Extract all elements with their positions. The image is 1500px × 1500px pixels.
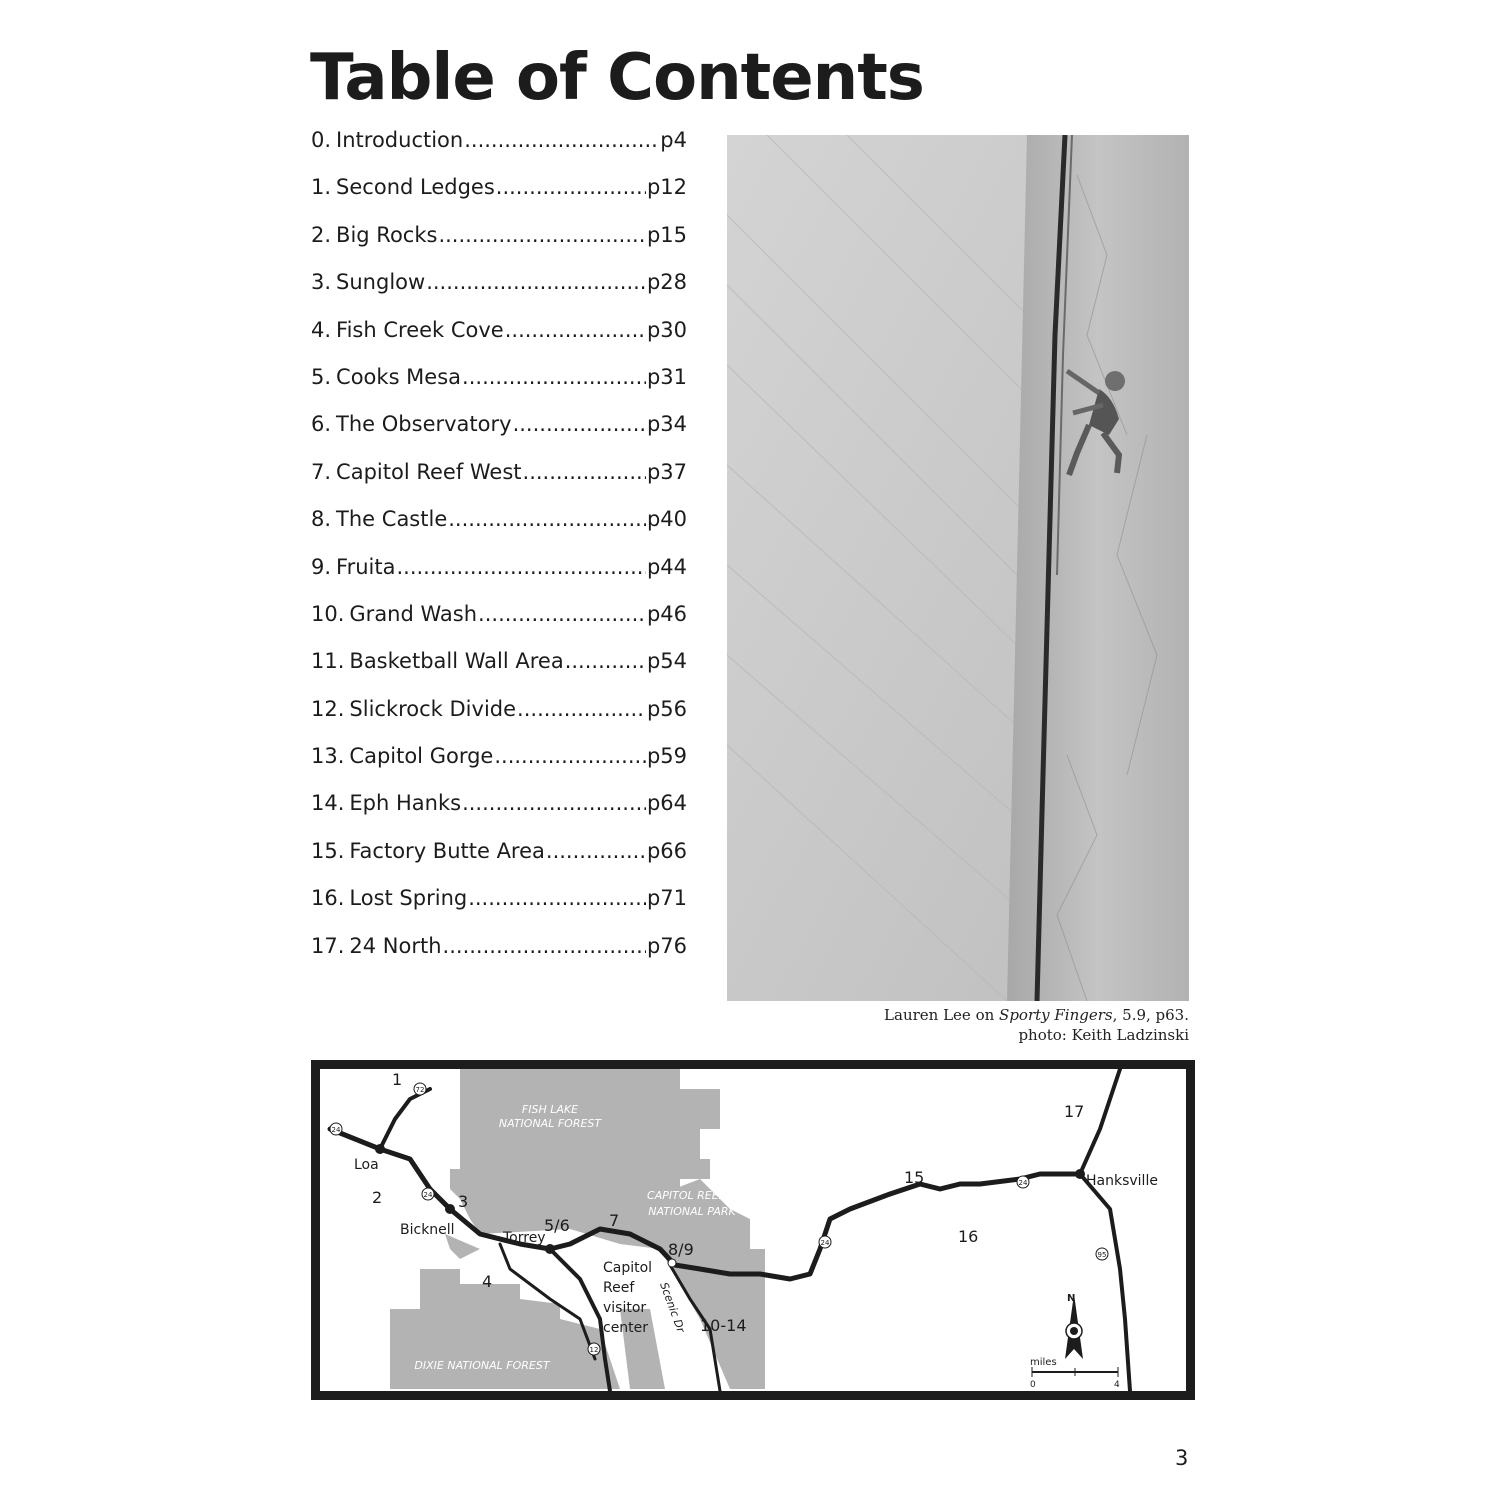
torrey-label: Torrey — [503, 1230, 546, 1246]
toc-entry-label: Slickrock Divide — [349, 696, 517, 721]
north-label: N — [1067, 1293, 1076, 1304]
hanksville-dot — [1075, 1169, 1085, 1179]
visitor-center-label-1: Capitol — [603, 1260, 653, 1276]
toc-entry-page: p40 — [646, 507, 687, 532]
shield-95: 95 — [1097, 1251, 1107, 1259]
toc-entry-number: 3. — [311, 270, 332, 295]
area-number-16: 16 — [958, 1227, 979, 1246]
toc-entry-page: p76 — [646, 933, 687, 958]
toc-entry-number: 14. — [311, 791, 345, 816]
page-title: Table of Contents — [310, 41, 924, 115]
toc-entry-page: p15 — [646, 222, 687, 247]
toc-entry — [311, 839, 691, 886]
shield-24-east: 24 — [1018, 1179, 1028, 1187]
toc-entry — [311, 649, 691, 696]
toc-entry — [311, 934, 691, 981]
table-of-contents — [311, 128, 691, 981]
toc-leader-dots — [438, 223, 646, 247]
toc-leader-dots — [517, 697, 646, 721]
toc-entry — [311, 270, 691, 317]
page-number: 3 — [1175, 1446, 1189, 1470]
toc-leader-dots — [443, 934, 646, 958]
toc-entry-page: p12 — [646, 175, 687, 200]
loa-label: Loa — [354, 1157, 379, 1173]
toc-entry-label: 24 North — [349, 933, 442, 958]
shield-12: 12 — [589, 1346, 599, 1354]
caption-climber: Lauren Lee on — [884, 1006, 995, 1024]
toc-entry-number: 13. — [311, 744, 345, 769]
area-number-2: 2 — [372, 1188, 383, 1207]
toc-entry-label: Factory Butte Area — [349, 838, 545, 863]
toc-entry-label: Basketball Wall Area — [349, 649, 564, 674]
caption-line-1 — [884, 1005, 1189, 1025]
toc-entry-number: 15. — [311, 838, 345, 863]
caption-details: , 5.9, p63. — [1112, 1006, 1189, 1024]
shield-24-bicknell: 24 — [423, 1191, 433, 1199]
toc-leader-dots — [462, 791, 646, 815]
toc-entry-page: p46 — [646, 601, 687, 626]
toc-entry-page: p56 — [646, 696, 687, 721]
visitor-center-label-4: center — [603, 1320, 649, 1336]
capitol-reef-label-1: CAPITOL REEF — [647, 1189, 725, 1202]
toc-entry — [311, 555, 691, 602]
shield-24-middle: 24 — [820, 1239, 830, 1247]
toc-entry-page: p44 — [646, 554, 687, 579]
scenic-drive-label: Scenic Dr — [657, 1280, 688, 1335]
area-map-illustration — [320, 1069, 1186, 1391]
toc-entry-number: 2. — [311, 222, 332, 247]
toc-entry-label: Lost Spring — [349, 886, 468, 911]
toc-entry-label: The Observatory — [336, 412, 512, 437]
toc-entry — [311, 175, 691, 222]
scale-max-label: 4 — [1114, 1380, 1120, 1390]
toc-entry-number: 10. — [311, 601, 345, 626]
toc-entry-page: p30 — [646, 317, 687, 342]
toc-entry-page: p4 — [660, 128, 687, 152]
toc-entry-page: p64 — [646, 791, 687, 816]
toc-leader-dots — [396, 555, 645, 579]
toc-entry-label: Capitol Reef West — [336, 459, 522, 484]
toc-entry-page: p59 — [646, 744, 687, 769]
toc-entry — [311, 602, 691, 649]
toc-entry-label: Sunglow — [336, 270, 426, 295]
toc-entry — [311, 697, 691, 744]
toc-entry-page: p28 — [646, 270, 687, 295]
scale-bar — [1032, 1367, 1118, 1377]
toc-entry-number: 6. — [311, 412, 332, 437]
toc-entry — [311, 791, 691, 838]
toc-leader-dots — [496, 175, 646, 199]
climbing-photo-illustration — [727, 135, 1189, 1001]
toc-leader-dots — [494, 744, 646, 768]
shield-24-west: 24 — [331, 1126, 341, 1134]
area-number-5-6: 5/6 — [544, 1216, 570, 1235]
climbing-photo — [727, 135, 1189, 1001]
area-number-1: 1 — [392, 1070, 403, 1089]
toc-entry — [311, 507, 691, 554]
area-number-4: 4 — [482, 1272, 493, 1291]
toc-entry-label: The Castle — [336, 507, 448, 532]
area-number-15: 15 — [904, 1168, 925, 1187]
toc-leader-dots — [468, 886, 646, 910]
fish-lake-label-1: FISH LAKE — [521, 1103, 579, 1116]
toc-entry-page: p31 — [646, 364, 687, 389]
toc-entry-label: Fish Creek Cove — [336, 317, 504, 342]
toc-entry-number: 8. — [311, 507, 332, 532]
capitol-reef-label-2: NATIONAL PARK — [648, 1205, 736, 1218]
toc-entry-number: 16. — [311, 886, 345, 911]
toc-entry-number: 12. — [311, 696, 345, 721]
area-number-10-14: 10-14 — [700, 1316, 747, 1335]
toc-entry-number: 5. — [311, 364, 332, 389]
toc-entry-label: Introduction — [336, 128, 464, 152]
toc-entry-page: p54 — [646, 649, 687, 674]
scale-min-label: 0 — [1030, 1380, 1036, 1390]
toc-entry-number: 4. — [311, 317, 332, 342]
scale-unit-label: miles — [1030, 1357, 1057, 1368]
toc-entry-number: 11. — [311, 649, 345, 674]
dixie-forest-label: DIXIE NATIONAL FOREST — [414, 1359, 550, 1372]
area-number-8-9: 8/9 — [668, 1240, 694, 1259]
toc-entry-label: Grand Wash — [349, 601, 478, 626]
fish-lake-label-2: NATIONAL FOREST — [498, 1117, 602, 1130]
torrey-dot — [545, 1244, 555, 1254]
toc-leader-dots — [464, 128, 659, 152]
toc-entry-number: 17. — [311, 933, 345, 958]
toc-entry-page: p66 — [646, 838, 687, 863]
hanksville-label: Hanksville — [1086, 1173, 1158, 1189]
toc-entry-number: 7. — [311, 459, 332, 484]
toc-leader-dots — [478, 602, 646, 626]
toc-entry-label: Cooks Mesa — [336, 364, 462, 389]
toc-entry — [311, 460, 691, 507]
bicknell-dot — [445, 1204, 455, 1214]
toc-entry-page: p71 — [646, 886, 687, 911]
toc-entry — [311, 128, 691, 175]
highway-72-road — [380, 1089, 430, 1149]
shield-72: 72 — [415, 1086, 425, 1094]
visitor-center-label-2: Reef — [603, 1280, 635, 1296]
toc-entry — [311, 318, 691, 365]
visitor-center-label-3: visitor — [603, 1300, 647, 1316]
photo-caption — [884, 1005, 1189, 1045]
area-map — [311, 1060, 1195, 1400]
toc-leader-dots — [546, 839, 646, 863]
toc-leader-dots — [462, 365, 646, 389]
toc-entry-page: p34 — [646, 412, 687, 437]
toc-entry-label: Second Ledges — [336, 175, 495, 200]
toc-leader-dots — [513, 412, 646, 436]
highway-95-road — [1080, 1174, 1130, 1391]
toc-entry-label: Big Rocks — [336, 222, 438, 247]
toc-leader-dots — [426, 270, 646, 294]
toc-entry-page: p37 — [646, 459, 687, 484]
toc-entry — [311, 886, 691, 933]
toc-entry-label: Fruita — [336, 554, 396, 579]
toc-entry-number: 1. — [311, 175, 332, 200]
toc-entry-number: 0. — [311, 128, 332, 152]
highway-24-north-road — [1080, 1069, 1120, 1174]
area-number-17: 17 — [1064, 1102, 1085, 1121]
toc-leader-dots — [448, 507, 646, 531]
loa-dot — [375, 1144, 385, 1154]
toc-leader-dots — [565, 649, 646, 673]
toc-entry — [311, 365, 691, 412]
toc-entry — [311, 412, 691, 459]
toc-entry — [311, 744, 691, 791]
bicknell-label: Bicknell — [400, 1222, 455, 1238]
toc-entry-number: 9. — [311, 554, 332, 579]
caption-credit: photo: Keith Ladzinski — [1018, 1026, 1189, 1044]
area-number-7: 7 — [609, 1211, 620, 1230]
toc-entry-label: Capitol Gorge — [349, 744, 494, 769]
toc-entry — [311, 223, 691, 270]
visitor-center-dot — [668, 1259, 676, 1267]
toc-entry-label: Eph Hanks — [349, 791, 462, 816]
caption-route: Sporty Fingers — [999, 1006, 1113, 1024]
area-number-3: 3 — [458, 1192, 469, 1211]
toc-leader-dots — [505, 318, 646, 342]
toc-leader-dots — [523, 460, 646, 484]
